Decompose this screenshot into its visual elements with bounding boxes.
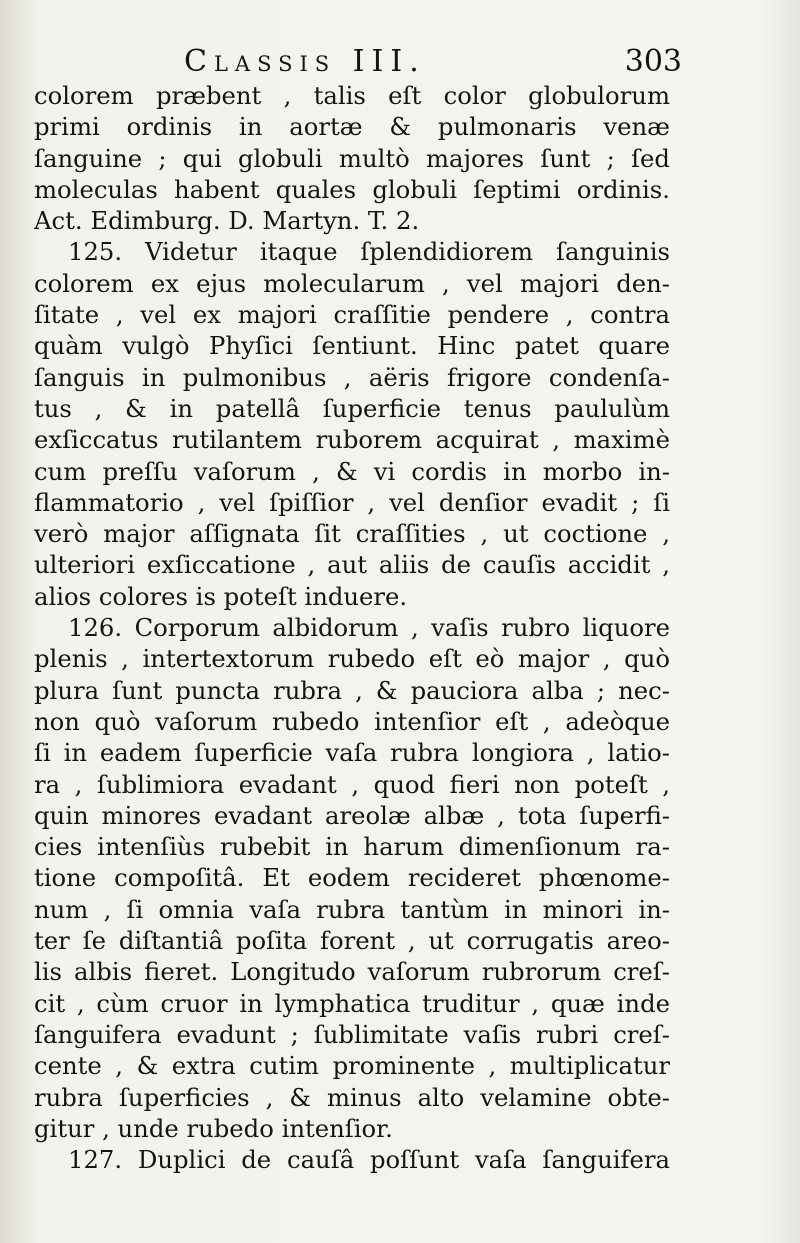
text-line: quin minores evadant areolæ albæ , tota ſuperfi- bbox=[34, 800, 670, 830]
text-line: 125. Videtur itaque ſplendidiorem ſanguinis bbox=[68, 237, 670, 267]
text-line: plenis , intertextorum rubedo eſt eò major , quò bbox=[34, 644, 670, 674]
running-title: Classis III. bbox=[184, 44, 426, 79]
text-line: alios colores is poteſt induere. bbox=[34, 581, 408, 611]
text-line: plura ſunt puncta rubra , & pauciora alba ; nec- bbox=[34, 675, 670, 705]
page-number: 303 bbox=[624, 44, 682, 79]
body-text bbox=[34, 80, 670, 1175]
text-line: tus , & in patellâ ſuperficie tenus paululùm bbox=[34, 393, 670, 423]
text-line: non quò vaſorum rubedo intenſior eſt , adeòque bbox=[34, 706, 670, 736]
text-line: ſitate , vel ex majori craſſitie pendere , contra bbox=[34, 300, 670, 330]
text-line: ra , ſublimiora evadant , quod fieri non poteſt , bbox=[34, 769, 670, 799]
text-line: cit , cùm cruor in lymphatica truditur , quæ inde bbox=[34, 988, 670, 1018]
text-line: Act. Edimburg. D. Martyn. T. 2. bbox=[34, 206, 420, 236]
text-line: num , ſi omnia vaſa rubra tantùm in minori in- bbox=[34, 894, 670, 924]
text-line: primi ordinis in aortæ & pulmonaris venæ bbox=[34, 112, 670, 142]
text-line: ſi in eadem ſuperficie vaſa rubra longiora , latio- bbox=[34, 738, 670, 768]
text-line: ſanguis in pulmonibus , aëris frigore condenſa- bbox=[34, 362, 670, 392]
text-line: 126. Corporum albidorum , vaſis rubro liquore bbox=[68, 613, 670, 643]
text-line: 127. Duplici de cauſâ poſſunt vaſa ſanguifera bbox=[68, 1145, 670, 1175]
text-line: tione compoſitâ. Et eodem recideret phœnome- bbox=[34, 863, 670, 893]
text-line: cies intenſiùs rubebit in harum dimenſionum ra- bbox=[34, 832, 670, 862]
text-line: cente , & extra cutim prominente , multiplicatur bbox=[34, 1051, 670, 1081]
text-line: gitur , unde rubedo intenſior. bbox=[34, 1113, 393, 1143]
text-line: ter ſe diſtantiâ poſita forent , ut corrugatis areo- bbox=[34, 926, 670, 956]
text-line: moleculas habent quales globuli ſeptimi ordinis. bbox=[34, 174, 670, 204]
text-line: colorem ex ejus molecularum , vel majori den- bbox=[34, 268, 670, 298]
text-line: cum preſſu vaſorum , & vi cordis in morbo in- bbox=[34, 456, 670, 486]
text-line: ſanguine ; qui globuli multò majores ſunt ; ſed bbox=[34, 143, 670, 173]
text-line: exſiccatus rutilantem ruborem acquirat , maximè bbox=[34, 425, 670, 455]
text-line: quàm vulgò Phyſici ſentiunt. Hinc patet quare bbox=[34, 331, 670, 361]
text-line: verò major aſſignata ſit craſſities , ut coctione , bbox=[34, 519, 670, 549]
text-line: colorem præbent , talis eſt color globulorum bbox=[34, 81, 670, 110]
text-line: flammatorio , vel ſpiſſior , vel denſior evadit ; ſi bbox=[34, 487, 670, 517]
text-line: rubra ſuperficies , & minus alto velamine obte- bbox=[34, 1082, 670, 1112]
text-line: lis albis fieret. Longitudo vaſorum rubrorum creſ- bbox=[34, 957, 670, 987]
text-line: ſanguifera evadunt ; ſublimitate vaſis rubri creſ- bbox=[34, 1019, 670, 1049]
text-line: ulteriori exſiccatione , aut aliis de cauſis accidit , bbox=[34, 550, 670, 580]
